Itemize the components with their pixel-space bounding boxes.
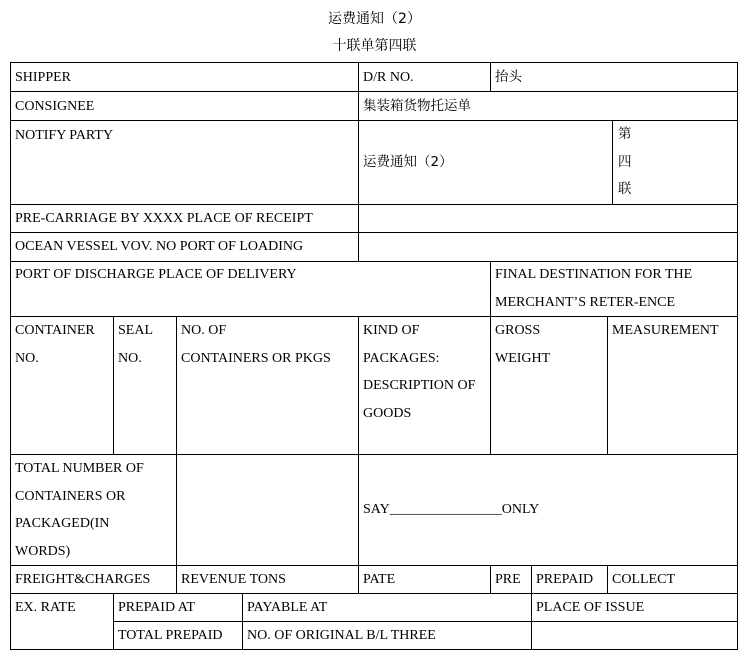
- seal-no-header: SEAL: [118, 323, 153, 338]
- kind-of-packages-header: PACKAGES:: [363, 351, 440, 366]
- dr-no-label: D/R NO.: [363, 70, 414, 85]
- shipping-order-form: [10, 62, 738, 650]
- prepaid-label: PREPAID: [536, 572, 594, 587]
- col-divider: [612, 120, 613, 204]
- col-divider: [490, 565, 491, 593]
- total-number-label: WORDS): [15, 544, 71, 559]
- pate-label: PATE: [363, 572, 396, 587]
- document-type: 集装箱货物托运单: [363, 98, 471, 114]
- kind-of-packages-header: GOODS: [363, 406, 412, 421]
- collect-label: COLLECT: [612, 572, 675, 587]
- original-bl-label: NO. OF ORIGINAL B/L THREE: [247, 628, 436, 643]
- gross-weight-header: WEIGHT: [495, 351, 551, 366]
- total-prepaid-label: TOTAL PREPAID: [118, 628, 223, 643]
- notify-party-label: NOTIFY PARTY: [15, 128, 114, 143]
- payable-at-label: PAYABLE AT: [247, 600, 328, 615]
- kind-of-packages-header: DESCRIPTION OF: [363, 378, 476, 393]
- final-destination-label: FINAL DESTINATION FOR THE: [495, 267, 693, 282]
- seal-no-header: NO.: [118, 351, 142, 366]
- kind-of-packages-header: KIND OF: [363, 323, 420, 338]
- ex-rate-label: EX. RATE: [15, 600, 76, 615]
- freight-charges-label: FREIGHT&CHARGES: [15, 572, 151, 587]
- say-only-field: SAY________________ONLY: [363, 502, 540, 517]
- no-of-containers-header: CONTAINERS OR PKGS: [181, 351, 331, 366]
- total-number-label: TOTAL NUMBER OF: [15, 461, 144, 476]
- col-divider: [113, 593, 114, 650]
- shipper-label: SHIPPER: [15, 70, 72, 85]
- no-of-containers-header: NO. OF: [181, 323, 227, 338]
- container-no-header: CONTAINER: [15, 323, 95, 338]
- port-of-discharge-label: PORT OF DISCHARGE PLACE OF DELIVERY: [15, 267, 297, 282]
- col-divider: [607, 565, 608, 593]
- col-divider: [176, 316, 177, 593]
- pre-carriage-label: PRE-CARRIAGE BY XXXX PLACE OF RECEIPT: [15, 211, 313, 226]
- col-divider: [607, 316, 608, 454]
- col-divider: [113, 316, 114, 454]
- measurement-header: MEASUREMENT: [612, 323, 719, 338]
- place-of-issue-label: PLACE OF ISSUE: [536, 600, 645, 615]
- final-destination-label: MERCHANT’S RETER-ENCE: [495, 295, 676, 310]
- total-number-label: PACKAGED(IN: [15, 516, 110, 531]
- container-no-header: NO.: [15, 351, 39, 366]
- revenue-tons-label: REVENUE TONS: [181, 572, 286, 587]
- col-divider: [490, 63, 491, 91]
- col-divider: [531, 565, 532, 650]
- copy-label-char: 联: [618, 181, 632, 197]
- dr-no-value: 抬头: [495, 69, 522, 85]
- ocean-vessel-label: OCEAN VESSEL VOV. NO PORT OF LOADING: [15, 239, 304, 254]
- pre-label: PRE: [495, 572, 521, 587]
- col-divider: [242, 593, 243, 650]
- copy-label-char: 第: [618, 126, 632, 142]
- col-divider: [358, 63, 359, 261]
- form-subtitle: 十联单第四联: [332, 38, 417, 54]
- prepaid-at-label: PREPAID AT: [118, 600, 195, 615]
- form-title: 运费通知（2）: [328, 11, 421, 27]
- col-divider: [490, 261, 491, 454]
- consignee-label: CONSIGNEE: [15, 99, 95, 114]
- total-number-label: CONTAINERS OR: [15, 489, 126, 504]
- copy-label-char: 四: [618, 154, 632, 170]
- col-divider: [358, 316, 359, 593]
- freight-notice-title: 运费通知（2）: [363, 154, 453, 170]
- gross-weight-header: GROSS: [495, 323, 541, 338]
